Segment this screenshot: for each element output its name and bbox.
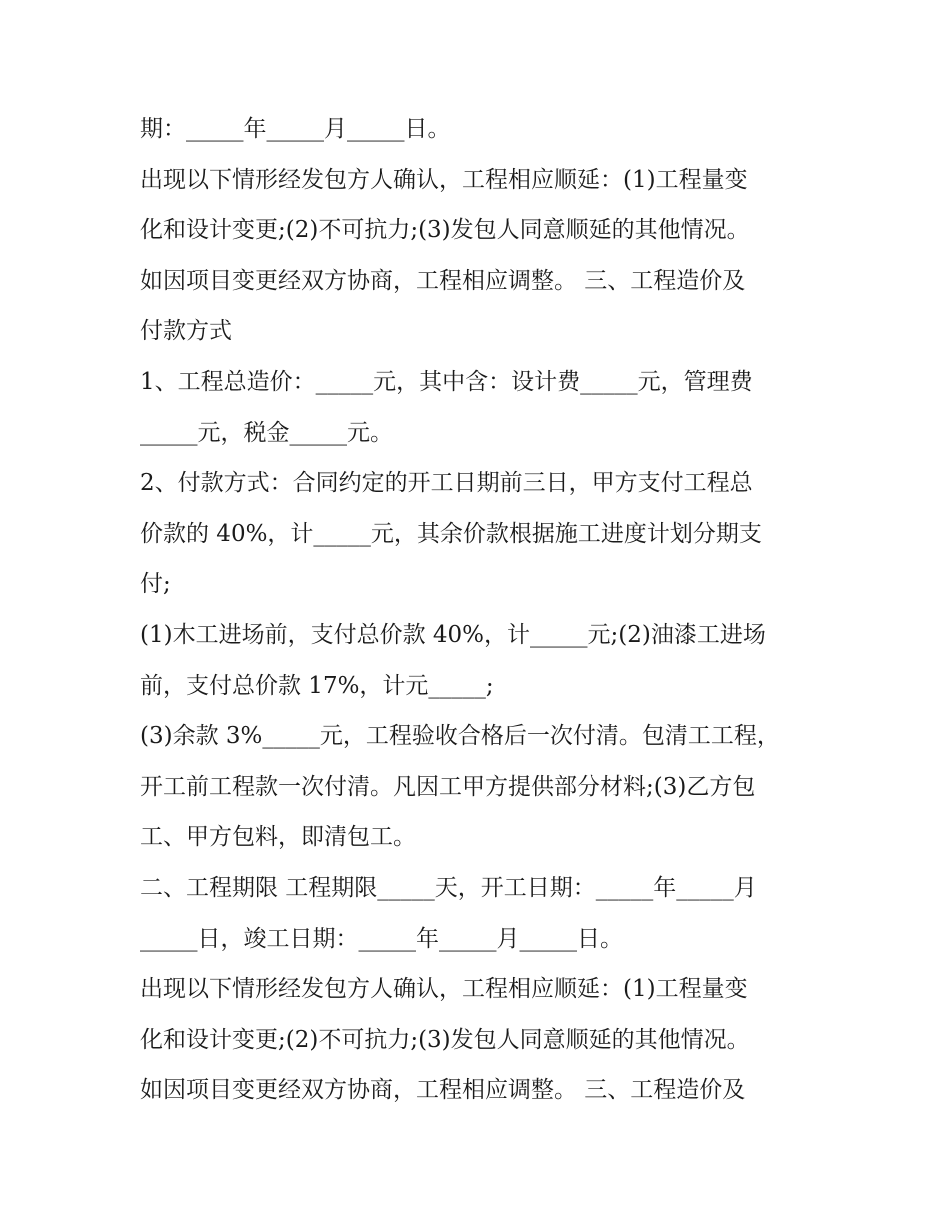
text-line: 如因项目变更经双方协商，工程相应调整。 三、工程造价及 [140,1077,746,1104]
text-line: (3)余款 3%_____元，工程验收合格后一次付清。包清工工程， [140,723,780,750]
text-line: _____元，税金_____元。 [140,419,393,446]
text-line: 付; [140,571,171,598]
text-line: 二、工程期限 工程期限_____天，开工日期：_____年_____月 [140,874,757,901]
text-line: 1、工程总造价：_____元，其中含：设计费_____元，管理费 [140,368,753,395]
text-line: 期：_____年_____月_____日。 [140,116,451,142]
text-line: 工、甲方包料，即清包工。 [140,824,416,851]
text-line: 化和设计变更;(2)不可抗力;(3)发包人同意顺延的其他情况。 [140,217,750,244]
text-line: _____日，竣工日期：_____年_____月_____日。 [140,925,623,952]
text-line: 付款方式 [140,318,232,345]
text-line: 2、付款方式：合同约定的开工日期前三日，甲方支付工程总 [140,470,753,497]
text-line: 价款的 40%，计_____元，其余价款根据施工进度计划分期支 [140,520,762,547]
text-line: 出现以下情形经发包方人确认，工程相应顺延：(1)工程量变 [140,166,748,193]
text-line: 化和设计变更;(2)不可抗力;(3)发包人同意顺延的其他情况。 [140,1026,750,1053]
text-line: 前，支付总价款 17%，计元_____; [140,672,494,699]
text-line: 如因项目变更经双方协商，工程相应调整。 三、工程造价及 [140,267,746,294]
document-body [140,104,820,1116]
text-line: 开工前工程款一次付清。凡因工甲方提供部分材料;(3)乙方包 [140,773,756,800]
text-line: 出现以下情形经发包方人确认，工程相应顺延：(1)工程量变 [140,976,748,1003]
text-line: (1)木工进场前，支付总价款 40%，计_____元;(2)油漆工进场 [140,621,766,648]
